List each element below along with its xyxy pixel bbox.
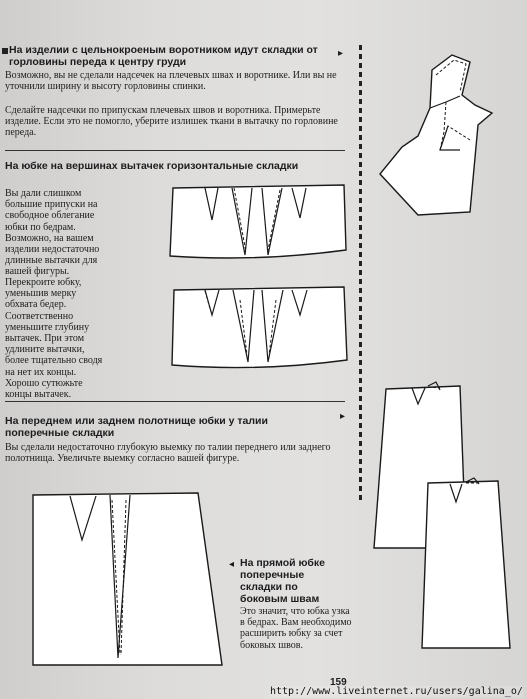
skirt-waist-panel-illustration: [33, 493, 222, 665]
section-text-collar-1: Возможно, вы не сделали надсечек на плечевых швах и воротнике. Или вы не уточнили ширину и высоту горловины спинки.: [5, 70, 337, 93]
collar-bodice-illustration: [380, 55, 492, 215]
section-heading-straight-skirt: На прямой юбке поперечные складки по боковым швам: [240, 557, 325, 605]
section-text-waist: Вы сделали недостаточно глубокую выемку по талии переднего или заднего полотнища. Увеличьте выемку согласно вашей фигуре.: [5, 442, 331, 465]
section-text-straight-skirt: Это значит, что юбка узка в бедрах. Вам необходимо расширить юбку за счет боковых швов.: [240, 606, 352, 651]
section-heading-waist: На переднем или заднем полотнище юбки у талии поперечные складки: [5, 415, 268, 439]
section-text-collar-2: Сделайте надсечки по припускам плечевых швов и воротника. Примерьте изделие. Если это не помогло, уберите излишек ткани в вытачку по горловине переда.: [5, 105, 338, 139]
section-text-darts-1: Вы дали слишком большие припуски на свободное облегание юбки по бедрам. Возможно, на вашем изделии недостаточно длинные вытачки для вашей фигуры.: [5, 188, 100, 278]
arrow-right-icon: ▸: [340, 411, 346, 422]
section-heading-darts: На юбке на вершинах вытачек горизонтальные складки: [5, 160, 299, 172]
straight-skirt-lower-illustration: [422, 478, 510, 648]
watermark-link[interactable]: http://www.liveinternet.ru/users/galina_o/: [270, 686, 523, 697]
skirt-darts-top-illustration: [170, 185, 346, 258]
section-text-darts-2: Перекроите юбку, уменьшив мерку обхвата бедер. Соответственно уменьшите глубину вытачек. При этом удлините вытачки, более тщательно сводя на нет их концы. Хорошо сутюжьте концы вытачек.: [5, 277, 103, 401]
section-heading-collar: На изделии с цельнокроеным воротником идут складки от горловины переда к центру груди: [9, 44, 318, 68]
arrow-left-icon: ◂: [229, 559, 235, 570]
skirt-darts-bottom-illustration: [172, 287, 347, 368]
page-number: 159: [330, 677, 347, 688]
arrow-right-icon: ▸: [338, 48, 344, 59]
